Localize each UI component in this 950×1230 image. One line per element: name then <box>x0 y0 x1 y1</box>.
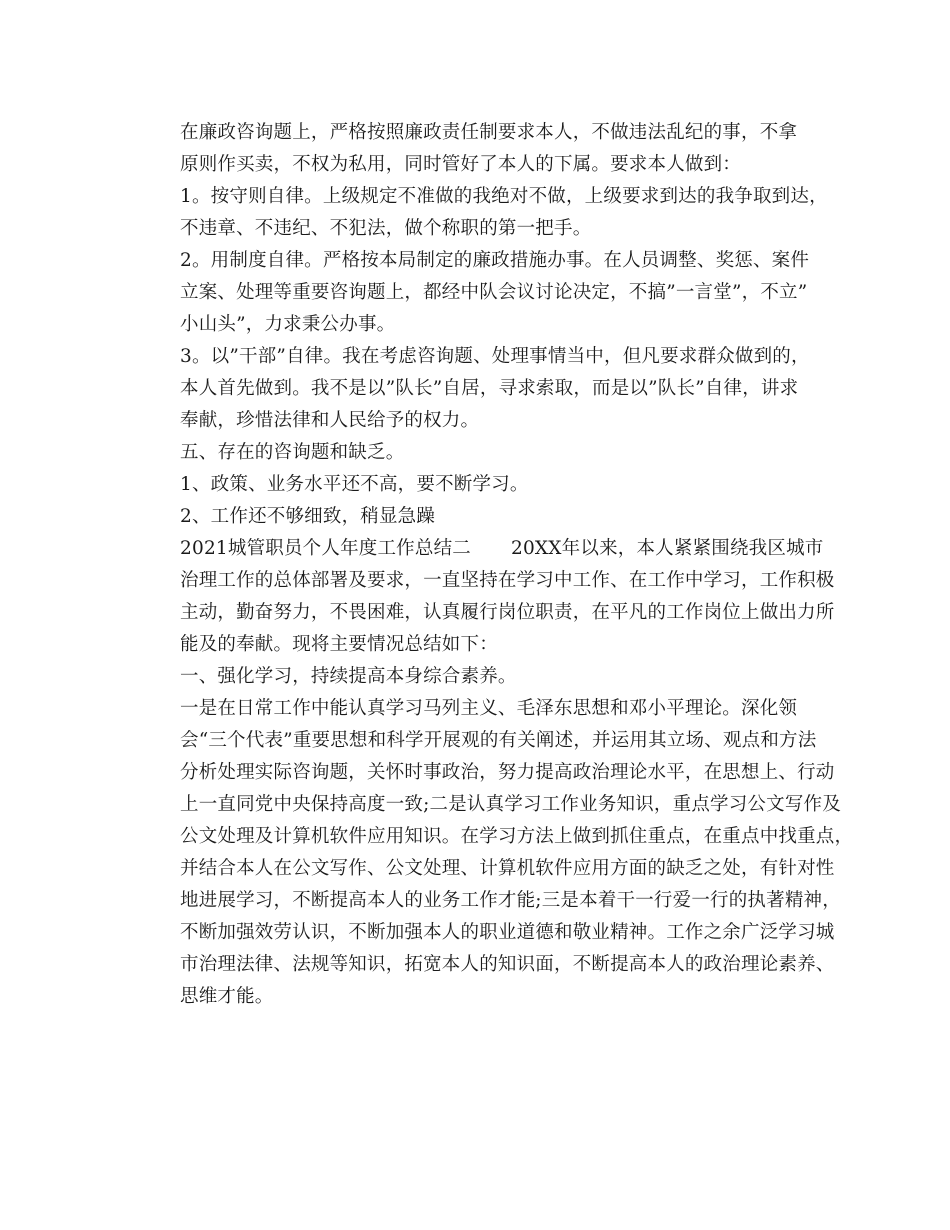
text-line: 本人首先做到。我不是以”队长”自居，寻求索取，而是以”队长”自律，讲求 <box>180 378 799 399</box>
text-line <box>143 533 824 565</box>
text-line: 能及的奉献。现将主要情况总结如下： <box>180 634 498 655</box>
text-line: 不断加强效劳认识，不断加强本人的职业道德和敬业精神。工作之余广泛学习城 <box>180 922 835 943</box>
paragraph-rule-3 <box>143 341 815 437</box>
text-line: 分析处理实际咨询题，关怀时事政治，努力提高政治理论水平，在思想上、行动 <box>180 762 835 783</box>
text-line: 五、存在的咨询题和缺乏。 <box>180 442 405 463</box>
text-line: 市治理法律、法规等知识，拓宽本人的知识面，不断提高本人的政治理论素养、 <box>180 954 835 975</box>
paragraph-problem-2 <box>143 501 815 533</box>
text-line: 上一直同党中央保持高度一致;二是认真学习工作业务知识，重点学习公文写作及 <box>180 794 841 815</box>
text-line: 治理工作的总体部署及要求，一直坚持在学习中工作、在工作中学习，工作积极 <box>180 570 835 591</box>
text-line: 2。用制度自律。严格按本局制定的廉政措施办事。在人员调整、奖惩、案件 <box>180 250 810 271</box>
text-line: 原则作买卖，不权为私用，同时管好了本人的下属。要求本人做到： <box>180 154 742 175</box>
text-line: 地进展学习，不断提高本人的业务工作才能;三是本着干一行爱一行的执著精神， <box>180 890 841 911</box>
text-line: 会“三个代表”重要思想和科学开展观的有关阐述，并运用其立场、观点和方法 <box>180 730 817 751</box>
section-heading-study <box>143 661 815 693</box>
text-line: 思维才能。 <box>180 986 274 1007</box>
text-line: 1、政策、业务水平还不高，要不断学习。 <box>180 474 529 495</box>
text-line: 公文处理及计算机软件应用知识。在学习方法上做到抓住重点，在重点中找重点， <box>180 826 854 847</box>
text-line: 3。以”干部”自律。我在考虑咨询题、处理事情当中，但凡要求群众做到的， <box>180 346 810 367</box>
text-line: 奉献，珍惜法律和人民给予的权力。 <box>180 410 480 431</box>
document-body <box>143 117 854 1013</box>
section-heading-problems <box>143 437 815 469</box>
text-line: 在廉政咨询题上，严格按照廉政责任制要求本人，不做违法乱纪的事，不拿 <box>180 122 798 143</box>
paragraph-summary-two <box>143 533 835 661</box>
paragraph-integrity-intro <box>143 117 815 181</box>
text-line: 小山头”，力求秉公办事。 <box>180 314 396 335</box>
paragraph-study-details <box>143 693 854 1013</box>
text-line: 2、工作还不够细致，稍显急躁 <box>180 506 436 527</box>
paragraph-rule-1 <box>143 181 828 245</box>
paragraph-problem-1 <box>143 469 815 501</box>
text-line: 一、强化学习，持续提高本身综合素养。 <box>180 666 517 687</box>
text-line: 不违章、不违纪、不犯法，做个称职的第一把手。 <box>180 218 592 239</box>
text-line: 并结合本人在公文写作、公文处理、计算机软件应用方面的缺乏之处，有针对性 <box>180 858 835 879</box>
paragraph-rule-2 <box>143 245 815 341</box>
summary-intro: 20XX年以来，本人紧紧围绕我区城市 <box>510 538 824 559</box>
text-line: 立案、处理等重要咨询题上，都经中队会议讨论决定，不搞”一言堂”，不立” <box>180 282 808 303</box>
text-line: 1。按守则自律。上级规定不准做的我绝对不做，上级要求到达的我争取到达， <box>180 186 828 207</box>
summary-title: 2021城管职员个人年度工作总结二 <box>180 538 471 559</box>
text-line: 一是在日常工作中能认真学习马列主义、毛泽东思想和邓小平理论。深化领 <box>180 698 798 719</box>
text-line: 主动，勤奋努力，不畏困难，认真履行岗位职责，在平凡的工作岗位上做出力所 <box>180 602 835 623</box>
